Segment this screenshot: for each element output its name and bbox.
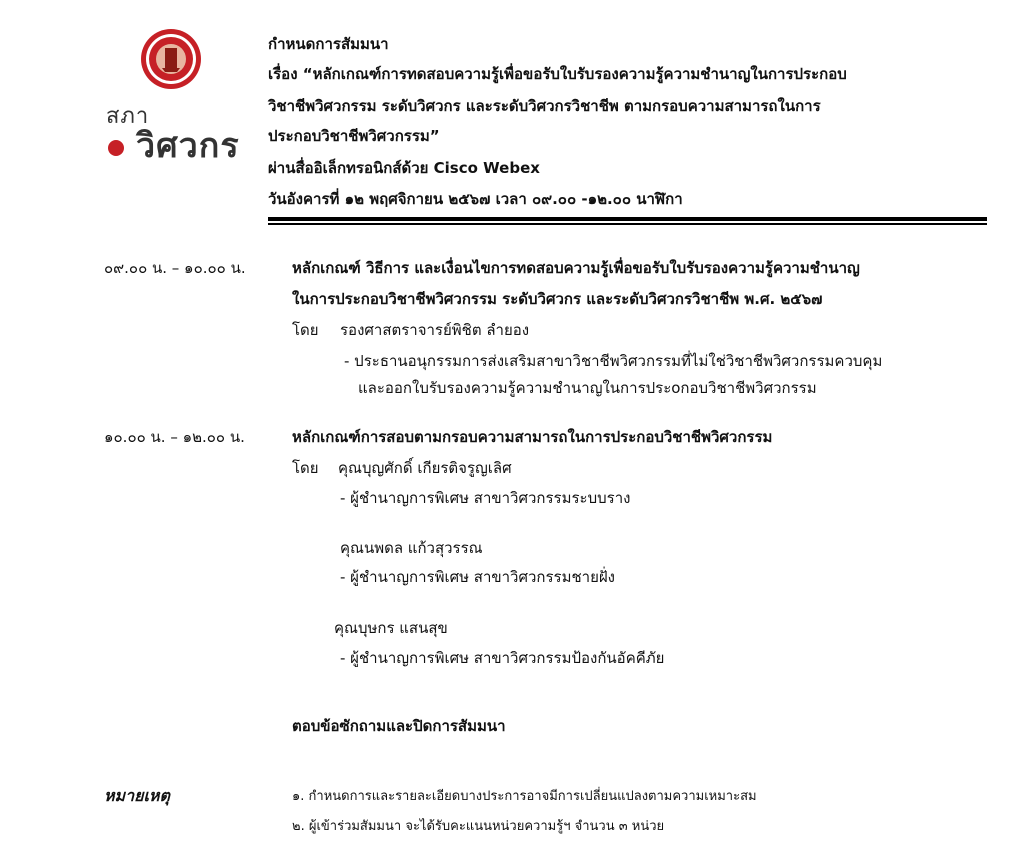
logo-dot <box>108 140 124 156</box>
session-2-speaker-1-role: - ผู้ชำนาญการพิเศษ สาขาวิศวกรรมระบบราง <box>340 489 631 507</box>
header-title: กำหนดการสัมมนา <box>268 35 389 53</box>
header-channel: ผ่านสื่ออิเล็กทรอนิกส์ด้วย Cisco Webex <box>268 159 540 177</box>
session-2-speaker-2-role: - ผู้ชำนาญการพิเศษ สาขาวิศวกรรมชายฝั่ง <box>340 568 615 586</box>
logo-text-line2: วิศวกร <box>136 126 240 166</box>
session-2-time: ๑๐.๐๐ น. – ๑๒.๐๐ น. <box>104 428 245 446</box>
header-rule-thick <box>268 217 987 221</box>
header-rule-thin <box>268 223 987 225</box>
closing-session: ตอบข้อซักถามและปิดการสัมมนา <box>292 717 506 735</box>
session-2-speaker-1: คุณบุญศักดิ์ เกียรติจรูญเลิศ <box>338 459 512 477</box>
session-1-role-line1: - ประธานอนุกรรมการส่งเสริมสาขาวิชาชีพวิศวกรรมที่ไม่ใช่วิชาชีพวิศวกรรมควบคุม <box>344 352 883 370</box>
header-date: วันอังคารที่ ๑๒ พฤศจิกายน ๒๕๖๗ เวลา ๐๙.๐๐ -๑๒.๐๐ นาฬิกา <box>268 190 683 208</box>
header-subject-line1: เรื่อง “หลักเกณฑ์การทดสอบความรู้เพื่อขอรับใบรับรองความรู้ความชำนาญในการประกอบ <box>268 65 847 83</box>
session-2-speaker-3: คุณบุษกร แสนสุข <box>334 619 448 637</box>
session-1-role-line2: และออกใบรับรองความรู้ความชำนาญในการประoกอบวิชาชีพวิศวกรรม <box>358 379 817 397</box>
session-2-speaker-2: คุณนพดล แก้วสุวรรณ <box>340 539 483 557</box>
remark-item-1: ๑. กำหนดการและรายละเอียดบางประการอาจมีการเปลี่ยนแปลงตามความเหมาะสม <box>292 789 757 804</box>
header-subject-line2: วิชาชีพวิศวกรรม ระดับวิศวกร และระดับวิศวกรวิชาชีพ ตามกรอบความสามารถในการ <box>268 97 821 115</box>
session-1-topic-line2: ในการประกอบวิชาชีพวิศวกรรม ระดับวิศวกร และระดับวิศวกรวิชาชีพ พ.ศ. ๒๕๖๗ <box>292 290 823 308</box>
session-1-by-label: โดย <box>292 321 319 339</box>
header-subject-line3: ประกอบวิชาชีพวิศวกรรม” <box>268 127 440 145</box>
session-2-topic: หลักเกณฑ์การสอบตามกรอบความสามารถในการประกอบวิชาชีพวิศวกรรม <box>292 428 773 446</box>
session-2-speaker-3-role: - ผู้ชำนาญการพิเศษ สาขาวิศวกรรมป้องกันอัคคีภัย <box>340 649 665 667</box>
remark-item-2: ๒. ผู้เข้าร่วมสัมมนา จะได้รับคะแนนหน่วยความรู้ฯ จำนวน ๓ หน่วย <box>292 819 665 834</box>
session-1-time: ๐๙.๐๐ น. – ๑๐.๐๐ น. <box>104 259 246 277</box>
remarks-label: หมายเหตุ <box>104 786 170 805</box>
session-1-speaker: รองศาสตราจารย์พิชิต ลำยอง <box>340 321 530 339</box>
session-2-by-label: โดย <box>292 459 319 477</box>
session-1-topic-line1: หลักเกณฑ์ วิธีการ และเงื่อนไขการทดสอบความรู้เพื่อขอรับใบรับรองความรู้ความชำนาญ <box>292 259 860 277</box>
logo-text-line1: สภา <box>106 104 150 129</box>
council-seal-logo <box>140 28 202 90</box>
